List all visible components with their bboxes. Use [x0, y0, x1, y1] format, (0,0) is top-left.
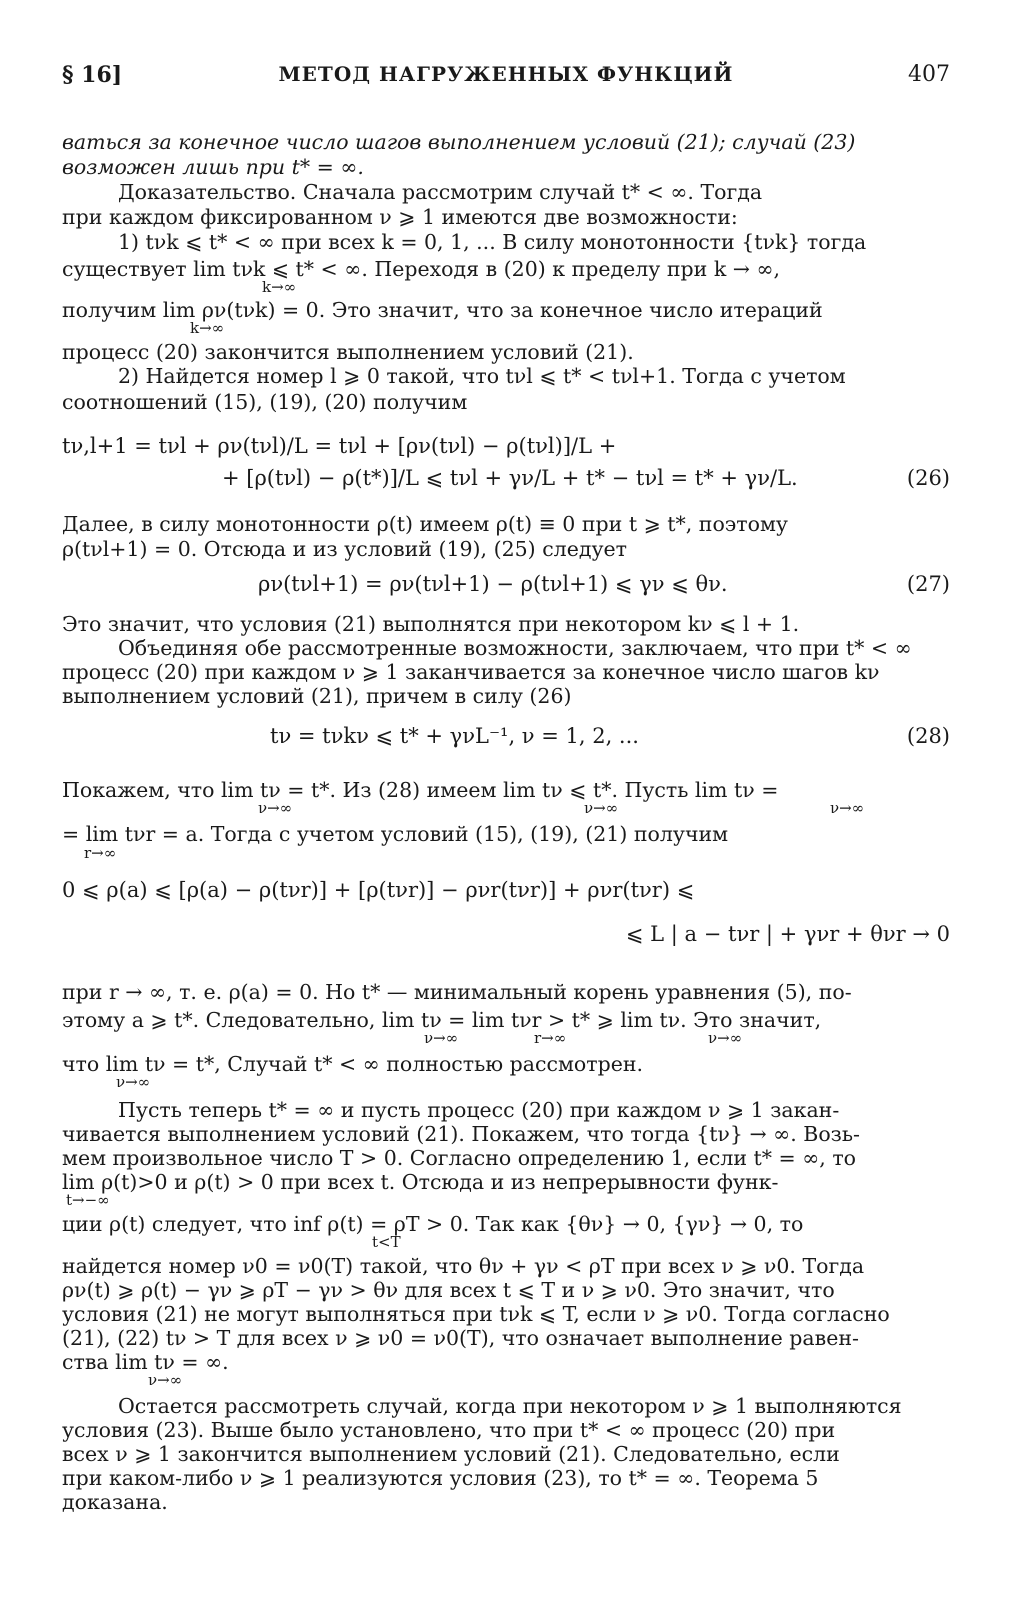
text-line: получим lim ρν(tνk) = 0. Это значит, что за конечное число итераций: [62, 298, 823, 322]
text-line: lim ρ(t)>0 и ρ(t) > 0 при всех t. Отсюда и из непрерывности функ-: [62, 1170, 779, 1194]
text-line: доказана.: [62, 1490, 168, 1514]
limit-subscript: ν→∞: [424, 1030, 459, 1046]
limit-subscript: t<T: [372, 1234, 401, 1250]
book-page: § 16] МЕТОД НАГРУЖЕННЫХ ФУНКЦИЙ 407 ваться за конечное число шагов выполнением условий (21); случай (23) возможен лишь при t* = ∞. Доказательство. Сначала рассмотрим случай t* < ∞. Тогда при каждом фиксированном ν ⩾ 1 имеются две возможности: 1) tνk ⩽ t* < ∞ при всех k = 0, 1, ... В силу монотонности {tνk} тогда существует lim tνk ⩽ t* < ∞. Переходя в (20) к пределу при k → ∞, k→∞ получим lim ρν(tνk) = 0. Это значит, что за конечное число итераций k→∞ процесс (20) закончится выполнением условий (21). 2) Найдется номер l ⩾ 0 такой, что tνl ⩽ t* < tνl+1. Тогда с учетом соотношений (15), (19), (20) получим tν,l+1 = tνl + ρν(tνl)/L = tνl + [ρν(tνl) − ρ(tνl)]/L + + [ρ(tνl) − ρ(t*)]/L ⩽ tνl + γν/L + t* − tνl = t* + γν/L. (26) Далее, в силу монотонности ρ(t) имеем ρ(t) ≡ 0 при t ⩾ t*, поэтому ρ(tνl+1) = 0. Отсюда и из условий (19), (25) следует ρν(tνl+1) = ρν(tνl+1) − ρ(tνl+1) ⩽ γν ⩽ θν. (27) Это значит, что условия (21) выполнятся при некотором kν ⩽ l + 1. Объединяя обе рассмотренные возможности, заключаем, что при t* < ∞ процесс (20) при каждом ν ⩾ 1 заканчивается за конечное число шагов kν выполнением условий (21), причем в силу (26) tν = tνkν ⩽ t* + γνL⁻¹, ν = 1, 2, ... (28) Покажем, что lim tν = t*. Из (28) имеем lim tν ⩽ t*. Пусть lim tν = ν→∞ ν→∞ ν→∞ = lim tνr = a. Тогда с учетом условий (15), (19), (21) получим r→∞ 0 ⩽ ρ(a) ⩽ [ρ(a) − ρ(tνr)] + [ρ(tνr)] − ρνr(tνr)] + ρνr(tνr) ⩽ ⩽ L | a − tνr | + γνr + θνr → 0 при r → ∞, т. е. ρ(a) = 0. Но t* — минимальный корень уравнения (5), по- этому a ⩾ t*. Следовательно, lim tν = lim tνr > t* ⩾ lim tν. Это значит, ν→∞ r→∞ ν→∞ что lim tν = t*, Случай t* < ∞ полностью рассмотрен. ν→∞ Пусть теперь t* = ∞ и пусть процесс (20) при каждом ν ⩾ 1 закан- чивается выполнением условий (21). Покажем, что тогда {tν} → ∞. Возь- мем произвольное число T > 0. Согласно определению 1, если t* = ∞, то lim ρ(t)>0 и ρ(t) > 0 при всех t. Отсюда и из непрерывности функ- t→−∞ ции ρ(t) следует, что inf ρ(t) = ρT > 0. Так как {θν} → 0, {γν} → 0, то t<T найдется номер ν0 = ν0(T) такой, что θν + γν < ρT при всех ν ⩾ ν0. Тогда ρν(t) ⩾ ρ(t) − γν ⩾ ρT − γν > θν для всех t ⩽ T и ν ⩾ ν0. Это значит, что условия (21) не могут выполняться при tνk ⩽ T, если ν ⩾ ν0. Тогда согласно (21), (22) tν > T для всех ν ⩾ ν0 = ν0(T), что означает выполнение равен- ства lim tν = ∞. ν→∞ Остается рассмотреть случай, когда при некотором ν ⩾ 1 выполняются условия (23). Выше было установлено, что при t* < ∞ процесс (20) при всех ν ⩾ 1 закончится выполнением условий (21). Следовательно, если при каком-либо ν ⩾ 1 реализуются условия (23), то t* = ∞. Теорема 5 доказана.: [62, 62, 950, 1514]
text-line: ρ(tνl+1) = 0. Отсюда и из условий (19), (25) следует: [62, 537, 627, 561]
equation-number: (28): [906, 724, 950, 748]
text-line: мем произвольное число T > 0. Согласно определению 1, если t* = ∞, то: [62, 1146, 857, 1170]
text-line: процесс (20) при каждом ν ⩾ 1 заканчивается за конечное число шагов kν: [62, 660, 880, 684]
limit-subscript: ν→∞: [148, 1372, 183, 1388]
limit-subscript: ν→∞: [584, 800, 619, 816]
text-line: = lim tνr = a. Тогда с учетом условий (15), (19), (21) получим: [62, 822, 729, 846]
limit-subscript: t→−∞: [66, 1192, 110, 1208]
text-line: (21), (22) tν > T для всех ν ⩾ ν0 = ν0(T), что означает выполнение равен-: [62, 1326, 859, 1350]
text-line: всех ν ⩾ 1 закончится выполнением условий (21). Следовательно, если: [62, 1442, 840, 1466]
limit-subscript: ν→∞: [830, 800, 865, 816]
equation-number: (27): [906, 572, 950, 596]
text-line: при каком-либо ν ⩾ 1 реализуются условия (23), то t* = ∞. Теорема 5: [62, 1466, 819, 1490]
text-line: 2) Найдется номер l ⩾ 0 такой, что tνl ⩽ t* < tνl+1. Тогда с учетом: [118, 364, 846, 388]
text-line: условия (23). Выше было установлено, что при t* < ∞ процесс (20) при: [62, 1418, 836, 1442]
text-line: условия (21) не могут выполняться при tνk ⩽ T, если ν ⩾ ν0. Тогда согласно: [62, 1302, 890, 1326]
text-line: выполнением условий (21), причем в силу (26): [62, 684, 572, 708]
text-line: что lim tν = t*, Случай t* < ∞ полностью рассмотрен.: [62, 1052, 644, 1076]
text-line: Остается рассмотреть случай, когда при некотором ν ⩾ 1 выполняются: [118, 1394, 902, 1418]
limit-subscript: r→∞: [534, 1030, 567, 1046]
text-line: при каждом фиксированном ν ⩾ 1 имеются две возможности:: [62, 205, 738, 229]
text-line: Это значит, что условия (21) выполнятся при некотором kν ⩽ l + 1.: [62, 612, 800, 636]
limit-subscript: ν→∞: [708, 1030, 743, 1046]
text-line: ства lim tν = ∞.: [62, 1350, 229, 1374]
text-line: возможен лишь при t* = ∞.: [62, 155, 364, 179]
text-line: Пусть теперь t* = ∞ и пусть процесс (20) при каждом ν ⩾ 1 закан-: [118, 1098, 840, 1122]
text-line: найдется номер ν0 = ν0(T) такой, что θν + γν < ρT при всех ν ⩾ ν0. Тогда: [62, 1254, 865, 1278]
limit-subscript: r→∞: [84, 845, 117, 861]
text-line: 1) tνk ⩽ t* < ∞ при всех k = 0, 1, ... В силу монотонности {tνk} тогда: [118, 230, 867, 254]
text-line: существует lim tνk ⩽ t* < ∞. Переходя в (20) к пределу при k → ∞,: [62, 257, 781, 281]
text-line: ρν(t) ⩾ ρ(t) − γν ⩾ ρT − γν > θν для всех t ⩽ T и ν ⩾ ν0. Это значит, что: [62, 1278, 835, 1302]
text-line: ваться за конечное число шагов выполнением условий (21); случай (23): [62, 130, 856, 154]
page-number: 407: [908, 62, 950, 87]
text-line: ции ρ(t) следует, что inf ρ(t) = ρT > 0. Так как {θν} → 0, {γν} → 0, то: [62, 1212, 804, 1236]
text-line: Далее, в силу монотонности ρ(t) имеем ρ(t) ≡ 0 при t ⩾ t*, поэтому: [62, 512, 788, 536]
limit-subscript: k→∞: [262, 279, 297, 295]
text-line: соотношений (15), (19), (20) получим: [62, 390, 468, 414]
text-line: Покажем, что lim tν = t*. Из (28) имеем lim tν ⩽ t*. Пусть lim tν =: [62, 778, 779, 802]
section-number: § 16]: [62, 62, 123, 88]
text-line: процесс (20) закончится выполнением условий (21).: [62, 340, 634, 364]
text-line: чивается выполнением условий (21). Покажем, что тогда {tν} → ∞. Возь-: [62, 1122, 860, 1146]
limit-subscript: k→∞: [190, 320, 225, 336]
limit-subscript: ν→∞: [116, 1074, 151, 1090]
text-line: Объединяя обе рассмотренные возможности, заключаем, что при t* < ∞: [118, 636, 912, 660]
text-line: этому a ⩾ t*. Следовательно, lim tν = lim tνr > t* ⩾ lim tν. Это значит,: [62, 1008, 822, 1032]
limit-subscript: ν→∞: [258, 800, 293, 816]
text-line: при r → ∞, т. е. ρ(a) = 0. Но t* — минимальный корень уравнения (5), по-: [62, 980, 852, 1004]
equation-number: (26): [906, 466, 950, 490]
running-header: [62, 62, 950, 94]
chapter-title: МЕТОД НАГРУЖЕННЫХ ФУНКЦИЙ: [278, 62, 734, 86]
text-line: Доказательство. Сначала рассмотрим случай t* < ∞. Тогда: [118, 180, 763, 204]
